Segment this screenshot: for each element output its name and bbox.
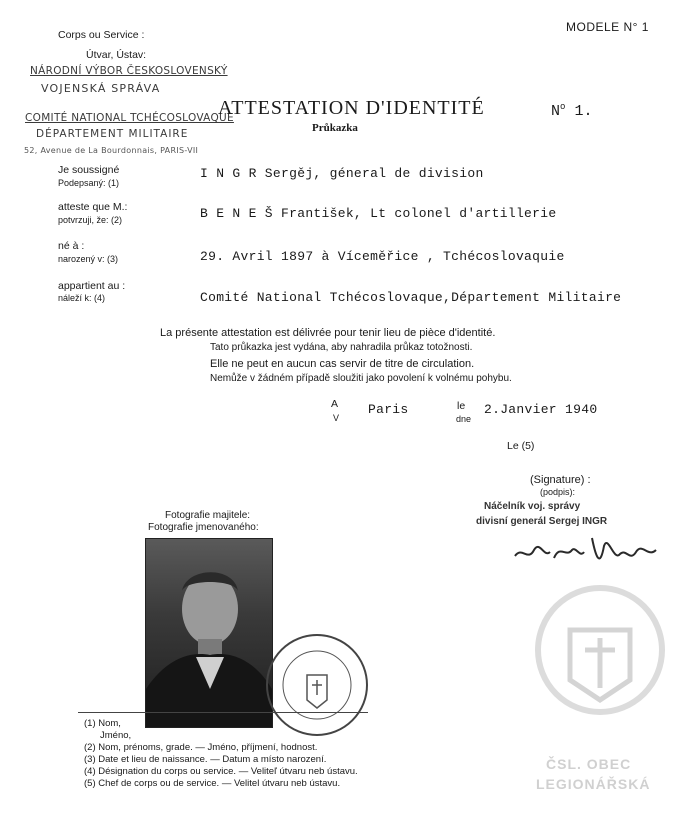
signature-label-cz: (podpis):: [540, 487, 576, 497]
statement-fr-1: La présente attestation est délivrée pour tenir lieu de pièce d'identité.: [160, 327, 496, 339]
stamp-line-3: COMITÉ NATIONAL TCHÉCOSLOVAQUE: [25, 112, 234, 124]
modele-number: MODELE N° 1: [566, 20, 649, 34]
footnote-3: (3) Date et lieu de naissance. — Datum a místo narození.: [84, 754, 327, 765]
footnote-divider: [78, 712, 368, 713]
statement-cz-1: Tato průkazka jest vydána, aby nahradila průkaz totožnosti.: [210, 342, 473, 353]
photo-label-1: Fotografie majitele:: [165, 510, 251, 521]
portrait-figure: [146, 539, 272, 727]
statement-cz-2: Nemůže v žádném případě sloužiti jako povolení k volnému pohybu.: [210, 373, 512, 384]
date-value: 2.Janvier 1940: [484, 402, 598, 417]
corps-label: Corps ou Service :: [58, 29, 145, 41]
footnote-2: (2) Nom, prénoms, grade. — Jméno, příjmení, hodnost.: [84, 742, 318, 753]
footnote-4: (4) Désignation du corps ou service. — Veliteľ útvaru neb ústavu.: [84, 766, 358, 777]
place-value: Paris: [368, 402, 409, 417]
field-label-fr-3: né à :: [58, 240, 85, 252]
v-label: V: [333, 413, 340, 423]
a-label: A: [331, 398, 339, 410]
field-value-holder: B E N E Š František, Lt colonel d'artillerie: [200, 206, 557, 221]
watermark-text-1: ČSL. OBEC: [546, 756, 632, 772]
stamp-line-1: NÁRODNÍ VÝBOR ČESKOSLOVENSKÝ: [30, 65, 228, 77]
field-label-cz-1: Podepsaný: (1): [58, 178, 120, 188]
le-5-label: Le (5): [507, 440, 535, 452]
field-label-cz-3: narozený v: (3): [58, 254, 119, 264]
footnote-5: (5) Chef de corps ou de service. — Velitel útvaru neb ústavu.: [84, 778, 341, 789]
document-title: ATTESTATION D'IDENTITÉ: [218, 97, 485, 119]
dne-label: dne: [456, 414, 472, 424]
stamp-line-5: 52, Avenue de La Bourdonnais, PARIS-VII: [24, 146, 199, 155]
number-sup: o: [560, 102, 566, 112]
footnote-1: (1) Nom,: [84, 718, 121, 729]
field-value-signer: I N G R Sergěj, géneral de division: [200, 166, 484, 181]
stamp-line-4: DÉPARTEMENT MILITAIRE: [36, 128, 189, 140]
official-seal: [262, 630, 372, 740]
stamp-line-2: VOJENSKÁ SPRÁVA: [41, 82, 161, 95]
number-value: 1.: [574, 103, 593, 120]
document-subtitle: Průkazka: [312, 122, 358, 134]
field-label-cz-4: náleží k: (4): [58, 293, 106, 303]
field-value-unit: Comité National Tchécoslovaque,Département Militaire: [200, 290, 622, 305]
signature-role: Náčelník voj. správy: [484, 501, 581, 512]
document-number: [551, 102, 592, 120]
signature-name: divisní generál Sergej INGR: [476, 516, 608, 527]
photo-label-2: Fotografie jmenovaného:: [148, 522, 259, 533]
holder-photo: [145, 538, 273, 728]
watermark-text-2: LEGIONÁŘSKÁ: [536, 776, 651, 792]
field-label-fr-1: Je soussigné: [58, 164, 120, 176]
field-label-fr-2: atteste que M.:: [58, 201, 128, 213]
statement-fr-2: Elle ne peut en aucun cas servir de titre de circulation.: [210, 358, 475, 370]
watermark-logo: [530, 570, 670, 730]
field-label-fr-4: appartient au :: [58, 280, 126, 292]
le-label: le: [457, 400, 466, 412]
field-value-birth: 29. Avril 1897 à Víceměřice , Tchécoslovaquie: [200, 249, 565, 264]
utvar-label: Útvar, Ústav:: [86, 49, 147, 61]
footnote-1b: Jméno,: [100, 730, 132, 741]
number-label: N: [551, 103, 561, 120]
field-label-cz-2: potvrzuji, že: (2): [58, 215, 123, 225]
signature-label: (Signature) :: [530, 474, 591, 486]
